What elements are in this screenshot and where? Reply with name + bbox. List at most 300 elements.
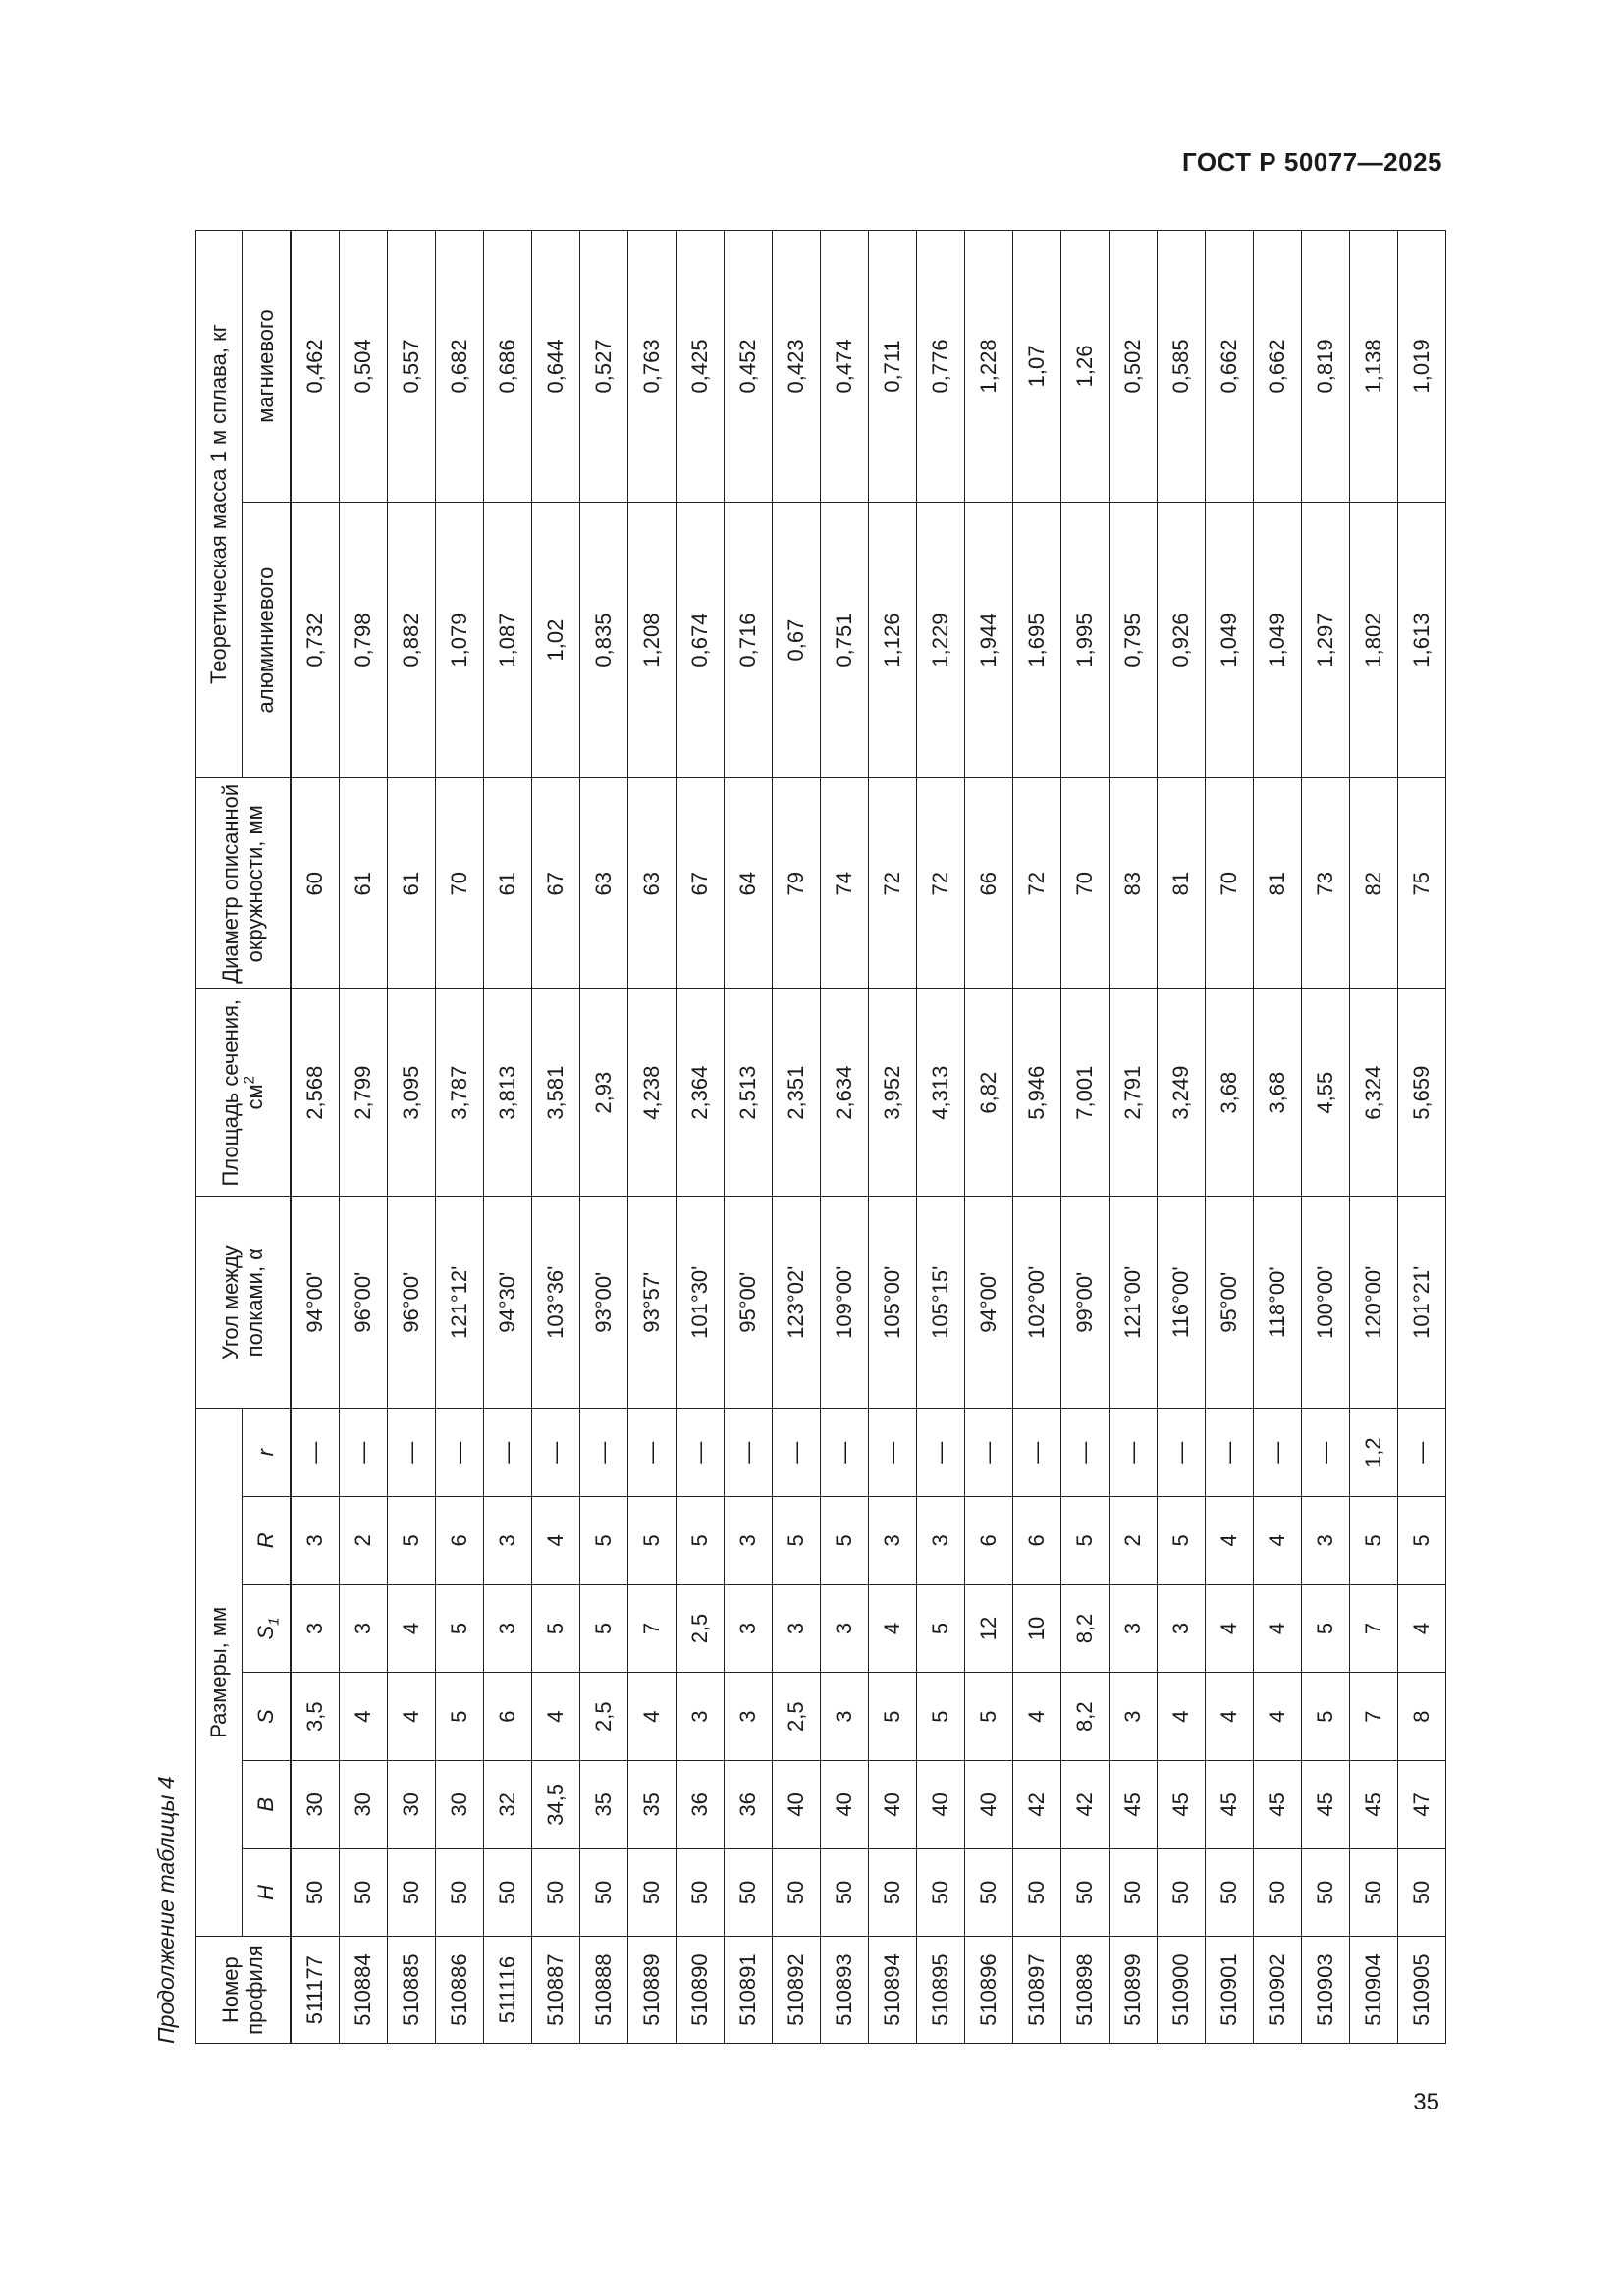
cell-area: 3,68	[1206, 989, 1254, 1197]
cell-R: 3	[484, 1497, 532, 1585]
cell-aluminum: 1,208	[628, 502, 677, 777]
cell-r: —	[725, 1409, 773, 1497]
cell-magnesium: 0,474	[821, 231, 869, 503]
table-row	[388, 231, 436, 2044]
cell-diameter: 70	[1206, 778, 1254, 989]
cell-r: —	[580, 1409, 628, 1497]
cell-area: 7,001	[1061, 989, 1110, 1197]
cell-H: 50	[1398, 1848, 1446, 1937]
cell-H: 50	[436, 1848, 484, 1937]
cell-angle: 105°15'	[917, 1197, 965, 1409]
cell-B: 40	[821, 1760, 869, 1848]
cell-S1: 3	[773, 1584, 821, 1673]
cell-S: 4	[1158, 1673, 1206, 1761]
cell-S1: 12	[965, 1584, 1013, 1673]
cell-angle: 123°02'	[773, 1197, 821, 1409]
cell-diameter: 60	[292, 778, 340, 989]
cell-r: —	[1206, 1409, 1254, 1497]
cell-B: 40	[917, 1760, 965, 1848]
table-row	[725, 231, 773, 2044]
cell-S: 3	[677, 1673, 725, 1761]
cell-S1: 3	[821, 1584, 869, 1673]
cell-diameter: 61	[340, 778, 388, 989]
cell-S: 4	[628, 1673, 677, 1761]
cell-magnesium: 0,711	[869, 231, 917, 503]
cell-angle: 116°00'	[1158, 1197, 1206, 1409]
cell-R: 5	[1158, 1497, 1206, 1585]
cell-R: 6	[436, 1497, 484, 1585]
cell-diameter: 61	[388, 778, 436, 989]
page-number: 35	[1413, 2089, 1439, 2115]
cell-H: 50	[1302, 1848, 1350, 1937]
cell-angle: 120°00'	[1350, 1197, 1398, 1409]
cell-S1: 4	[1398, 1584, 1446, 1673]
cell-magnesium: 0,585	[1158, 231, 1206, 503]
cell-area: 3,581	[532, 989, 580, 1197]
cell-magnesium: 0,462	[292, 231, 340, 503]
cell-r: —	[1398, 1409, 1446, 1497]
table-row	[1061, 231, 1110, 2044]
cell-r: —	[1158, 1409, 1206, 1497]
cell-magnesium: 1,138	[1350, 231, 1398, 503]
cell-r: —	[1254, 1409, 1302, 1497]
cell-S: 5	[436, 1673, 484, 1761]
cell-profile: 510886	[436, 1937, 484, 2044]
cell-H: 50	[1206, 1848, 1254, 1937]
cell-S1: 2,5	[677, 1584, 725, 1673]
header-r: r	[243, 1409, 291, 1497]
cell-profile: 510897	[1013, 1937, 1061, 2044]
cell-magnesium: 1,228	[965, 231, 1013, 503]
cell-aluminum: 1,944	[965, 502, 1013, 777]
cell-aluminum: 0,732	[292, 502, 340, 777]
table-row	[1302, 231, 1350, 2044]
cell-diameter: 81	[1158, 778, 1206, 989]
cell-magnesium: 0,504	[340, 231, 388, 503]
table-caption: Продолжение таблицы 4	[153, 1776, 179, 2044]
cell-B: 42	[1013, 1760, 1061, 1848]
cell-S: 4	[388, 1673, 436, 1761]
cell-diameter: 67	[532, 778, 580, 989]
cell-angle: 96°00'	[340, 1197, 388, 1409]
cell-profile: 511177	[292, 1937, 340, 2044]
cell-H: 50	[1350, 1848, 1398, 1937]
cell-aluminum: 1,049	[1254, 502, 1302, 777]
cell-area: 2,513	[725, 989, 773, 1197]
cell-diameter: 66	[965, 778, 1013, 989]
cell-magnesium: 0,452	[725, 231, 773, 503]
cell-aluminum: 0,716	[725, 502, 773, 777]
cell-r: —	[1302, 1409, 1350, 1497]
cell-r: 1,2	[1350, 1409, 1398, 1497]
cell-R: 5	[1398, 1497, 1446, 1585]
cell-area: 4,238	[628, 989, 677, 1197]
cell-B: 32	[484, 1760, 532, 1848]
cell-r: —	[917, 1409, 965, 1497]
cell-H: 50	[1061, 1848, 1110, 1937]
cell-area: 3,095	[388, 989, 436, 1197]
cell-area: 2,364	[677, 989, 725, 1197]
cell-r: —	[484, 1409, 532, 1497]
cell-diameter: 83	[1110, 778, 1158, 989]
cell-S1: 4	[1206, 1584, 1254, 1673]
cell-B: 30	[292, 1760, 340, 1848]
cell-diameter: 61	[484, 778, 532, 989]
cell-S: 2,5	[773, 1673, 821, 1761]
cell-profile: 510885	[388, 1937, 436, 2044]
cell-B: 42	[1061, 1760, 1110, 1848]
cell-diameter: 72	[917, 778, 965, 989]
cell-profile: 510898	[1061, 1937, 1110, 2044]
cell-aluminum: 0,882	[388, 502, 436, 777]
cell-diameter: 63	[580, 778, 628, 989]
header-profile: Номер профиля	[196, 1937, 291, 2044]
cell-S1: 3	[1158, 1584, 1206, 1673]
cell-angle: 121°00'	[1110, 1197, 1158, 1409]
cell-H: 50	[965, 1848, 1013, 1937]
cell-magnesium: 0,819	[1302, 231, 1350, 503]
cell-profile: 510891	[725, 1937, 773, 2044]
cell-diameter: 63	[628, 778, 677, 989]
header-dimensions: Размеры, мм	[196, 1409, 243, 1937]
cell-H: 50	[388, 1848, 436, 1937]
cell-S1: 5	[1302, 1584, 1350, 1673]
cell-angle: 101°30'	[677, 1197, 725, 1409]
table-row	[773, 231, 821, 2044]
cell-aluminum: 0,674	[677, 502, 725, 777]
cell-area: 3,813	[484, 989, 532, 1197]
cell-area: 3,952	[869, 989, 917, 1197]
cell-angle: 94°00'	[292, 1197, 340, 1409]
header-magnesium: магниевого	[243, 231, 291, 503]
cell-H: 50	[484, 1848, 532, 1937]
cell-magnesium: 1,26	[1061, 231, 1110, 503]
cell-r: —	[436, 1409, 484, 1497]
cell-S: 4	[1013, 1673, 1061, 1761]
table-row	[1350, 231, 1398, 2044]
cell-profile: 510887	[532, 1937, 580, 2044]
cell-H: 50	[1158, 1848, 1206, 1937]
cell-R: 6	[965, 1497, 1013, 1585]
rotated-table-block	[153, 230, 1432, 2044]
cell-angle: 95°00'	[725, 1197, 773, 1409]
cell-S: 5	[965, 1673, 1013, 1761]
cell-aluminum: 1,049	[1206, 502, 1254, 777]
cell-angle: 100°00'	[1302, 1197, 1350, 1409]
cell-S1: 4	[869, 1584, 917, 1673]
cell-S1: 7	[1350, 1584, 1398, 1673]
table-row	[1158, 231, 1206, 2044]
cell-r: —	[965, 1409, 1013, 1497]
cell-aluminum: 1,126	[869, 502, 917, 777]
cell-area: 2,351	[773, 989, 821, 1197]
cell-aluminum: 1,695	[1013, 502, 1061, 777]
header-angle: Угол между полками, α	[196, 1197, 291, 1409]
cell-B: 34,5	[532, 1760, 580, 1848]
cell-B: 30	[340, 1760, 388, 1848]
cell-profile: 510904	[1350, 1937, 1398, 2044]
cell-area: 5,659	[1398, 989, 1446, 1197]
cell-H: 50	[821, 1848, 869, 1937]
cell-angle: 96°00'	[388, 1197, 436, 1409]
cell-B: 45	[1110, 1760, 1158, 1848]
cell-magnesium: 0,557	[388, 231, 436, 503]
cell-S: 4	[532, 1673, 580, 1761]
cell-diameter: 82	[1350, 778, 1398, 989]
cell-area: 3,68	[1254, 989, 1302, 1197]
cell-B: 30	[436, 1760, 484, 1848]
cell-angle: 105°00'	[869, 1197, 917, 1409]
cell-diameter: 81	[1254, 778, 1302, 989]
header-H: H	[243, 1848, 291, 1937]
cell-area: 6,324	[1350, 989, 1398, 1197]
cell-aluminum: 0,798	[340, 502, 388, 777]
cell-angle: 93°00'	[580, 1197, 628, 1409]
cell-magnesium: 0,763	[628, 231, 677, 503]
table-row	[821, 231, 869, 2044]
cell-r: —	[628, 1409, 677, 1497]
cell-S: 6	[484, 1673, 532, 1761]
cell-B: 45	[1302, 1760, 1350, 1848]
cell-angle: 95°00'	[1206, 1197, 1254, 1409]
cell-R: 3	[869, 1497, 917, 1585]
cell-r: —	[388, 1409, 436, 1497]
cell-S1: 5	[532, 1584, 580, 1673]
cell-r: —	[340, 1409, 388, 1497]
header-area: Площадь сечения, $см^2$	[196, 989, 291, 1197]
cell-H: 50	[580, 1848, 628, 1937]
cell-B: 35	[580, 1760, 628, 1848]
cell-S: 4	[1206, 1673, 1254, 1761]
cell-aluminum: 0,835	[580, 502, 628, 777]
cell-magnesium: 0,527	[580, 231, 628, 503]
cell-profile: 510890	[677, 1937, 725, 2044]
table-row	[1398, 231, 1446, 2044]
cell-magnesium: 1,07	[1013, 231, 1061, 503]
cell-H: 50	[725, 1848, 773, 1937]
cell-angle: 101°21'	[1398, 1197, 1446, 1409]
cell-R: 6	[1013, 1497, 1061, 1585]
cell-diameter: 75	[1398, 778, 1446, 989]
cell-S1: 10	[1013, 1584, 1061, 1673]
header-S: S	[243, 1673, 291, 1761]
cell-angle: 109°00'	[821, 1197, 869, 1409]
cell-aluminum: 1,02	[532, 502, 580, 777]
cell-magnesium: 0,502	[1110, 231, 1158, 503]
table-row	[917, 231, 965, 2044]
cell-magnesium: 0,662	[1206, 231, 1254, 503]
cell-aluminum: 1,613	[1398, 502, 1446, 777]
cell-H: 50	[917, 1848, 965, 1937]
cell-profile: 510884	[340, 1937, 388, 2044]
cell-profile: 510900	[1158, 1937, 1206, 2044]
cell-R: 4	[1206, 1497, 1254, 1585]
cell-diameter: 72	[869, 778, 917, 989]
cell-B: 30	[388, 1760, 436, 1848]
table-row	[532, 231, 580, 2044]
cell-R: 5	[628, 1497, 677, 1585]
cell-area: 6,82	[965, 989, 1013, 1197]
cell-R: 3	[292, 1497, 340, 1585]
cell-B: 40	[869, 1760, 917, 1848]
cell-R: 5	[1061, 1497, 1110, 1585]
cell-S1: 3	[1110, 1584, 1158, 1673]
cell-S1: 7	[628, 1584, 677, 1673]
cell-magnesium: 0,644	[532, 231, 580, 503]
cell-S: 5	[869, 1673, 917, 1761]
cell-B: 36	[677, 1760, 725, 1848]
cell-S: 3	[1110, 1673, 1158, 1761]
table-row	[580, 231, 628, 2044]
table-row	[292, 231, 340, 2044]
table-row	[340, 231, 388, 2044]
cell-area: 2,791	[1110, 989, 1158, 1197]
table-row	[484, 231, 532, 2044]
cell-aluminum: 1,995	[1061, 502, 1110, 777]
cell-R: 3	[1302, 1497, 1350, 1585]
cell-B: 45	[1254, 1760, 1302, 1848]
table-row	[677, 231, 725, 2044]
cell-area: 2,799	[340, 989, 388, 1197]
cell-magnesium: 0,776	[917, 231, 965, 503]
cell-R: 3	[917, 1497, 965, 1585]
cell-aluminum: 1,297	[1302, 502, 1350, 777]
cell-aluminum: 0,795	[1110, 502, 1158, 777]
cell-S1: 3	[292, 1584, 340, 1673]
table-row	[965, 231, 1013, 2044]
cell-aluminum: 0,67	[773, 502, 821, 777]
cell-H: 50	[628, 1848, 677, 1937]
cell-area: 3,787	[436, 989, 484, 1197]
cell-S1: 5	[580, 1584, 628, 1673]
cell-magnesium: 0,425	[677, 231, 725, 503]
cell-diameter: 79	[773, 778, 821, 989]
cell-profile: 510905	[1398, 1937, 1446, 2044]
header-diameter: Диаметр описанной окружности, мм	[196, 778, 291, 989]
cell-profile: 510892	[773, 1937, 821, 2044]
cell-angle: 93°57'	[628, 1197, 677, 1409]
cell-profile: 510894	[869, 1937, 917, 2044]
cell-area: 2,634	[821, 989, 869, 1197]
cell-aluminum: 1,802	[1350, 502, 1398, 777]
cell-profile: 510895	[917, 1937, 965, 2044]
cell-profile: 510903	[1302, 1937, 1350, 2044]
cell-B: 40	[965, 1760, 1013, 1848]
cell-angle: 118°00'	[1254, 1197, 1302, 1409]
cell-r: —	[677, 1409, 725, 1497]
cell-profile: 510902	[1254, 1937, 1302, 2044]
cell-magnesium: 1,019	[1398, 231, 1446, 503]
cell-diameter: 64	[725, 778, 773, 989]
table-row	[1206, 231, 1254, 2044]
table-body	[292, 231, 1446, 2044]
cell-profile: 510899	[1110, 1937, 1158, 2044]
cell-S: 7	[1350, 1673, 1398, 1761]
cell-S1: 3	[484, 1584, 532, 1673]
cell-profile: 511116	[484, 1937, 532, 2044]
cell-r: —	[1110, 1409, 1158, 1497]
cell-area: 2,93	[580, 989, 628, 1197]
cell-magnesium: 0,686	[484, 231, 532, 503]
cell-r: —	[292, 1409, 340, 1497]
cell-area: 4,313	[917, 989, 965, 1197]
cell-S: 4	[340, 1673, 388, 1761]
cell-S: 3,5	[292, 1673, 340, 1761]
header-S1: $S_1$	[243, 1584, 291, 1673]
cell-S: 8	[1398, 1673, 1446, 1761]
cell-aluminum: 1,087	[484, 502, 532, 777]
cell-H: 50	[292, 1848, 340, 1937]
cell-S: 5	[1302, 1673, 1350, 1761]
header-B: B	[243, 1760, 291, 1848]
cell-H: 50	[1013, 1848, 1061, 1937]
cell-diameter: 67	[677, 778, 725, 989]
cell-R: 5	[821, 1497, 869, 1585]
cell-profile: 510901	[1206, 1937, 1254, 2044]
cell-B: 36	[725, 1760, 773, 1848]
cell-S1: 4	[388, 1584, 436, 1673]
cell-r: —	[821, 1409, 869, 1497]
cell-r: —	[1013, 1409, 1061, 1497]
cell-R: 2	[1110, 1497, 1158, 1585]
cell-aluminum: 1,079	[436, 502, 484, 777]
cell-aluminum: 0,926	[1158, 502, 1206, 777]
document-id: ГОСТ Р 50077—2025	[1181, 147, 1442, 177]
cell-B: 45	[1158, 1760, 1206, 1848]
cell-R: 3	[725, 1497, 773, 1585]
cell-B: 35	[628, 1760, 677, 1848]
cell-B: 47	[1398, 1760, 1446, 1848]
cell-S: 3	[821, 1673, 869, 1761]
cell-angle: 103°36'	[532, 1197, 580, 1409]
cell-area: 5,946	[1013, 989, 1061, 1197]
cell-r: —	[869, 1409, 917, 1497]
cell-R: 5	[773, 1497, 821, 1585]
cell-diameter: 74	[821, 778, 869, 989]
cell-S1: 8,2	[1061, 1584, 1110, 1673]
cell-r: —	[532, 1409, 580, 1497]
cell-profile: 510893	[821, 1937, 869, 2044]
cell-B: 40	[773, 1760, 821, 1848]
cell-magnesium: 0,682	[436, 231, 484, 503]
table-row	[869, 231, 917, 2044]
cell-B: 45	[1206, 1760, 1254, 1848]
cell-angle: 99°00'	[1061, 1197, 1110, 1409]
cell-R: 2	[340, 1497, 388, 1585]
cell-S1: 3	[725, 1584, 773, 1673]
cell-diameter: 70	[436, 778, 484, 989]
cell-B: 45	[1350, 1760, 1398, 1848]
cell-S: 3	[725, 1673, 773, 1761]
cell-S: 5	[917, 1673, 965, 1761]
cell-R: 5	[580, 1497, 628, 1585]
cell-H: 50	[677, 1848, 725, 1937]
cell-R: 5	[677, 1497, 725, 1585]
cell-R: 5	[1350, 1497, 1398, 1585]
cell-area: 2,568	[292, 989, 340, 1197]
header-R: R	[243, 1497, 291, 1585]
table-row	[628, 231, 677, 2044]
cell-aluminum: 0,751	[821, 502, 869, 777]
cell-profile: 510889	[628, 1937, 677, 2044]
cell-H: 50	[1110, 1848, 1158, 1937]
cell-S1: 4	[1254, 1584, 1302, 1673]
table-row	[1110, 231, 1158, 2044]
cell-area: 3,249	[1158, 989, 1206, 1197]
cell-S: 2,5	[580, 1673, 628, 1761]
cell-magnesium: 0,423	[773, 231, 821, 503]
cell-r: —	[773, 1409, 821, 1497]
